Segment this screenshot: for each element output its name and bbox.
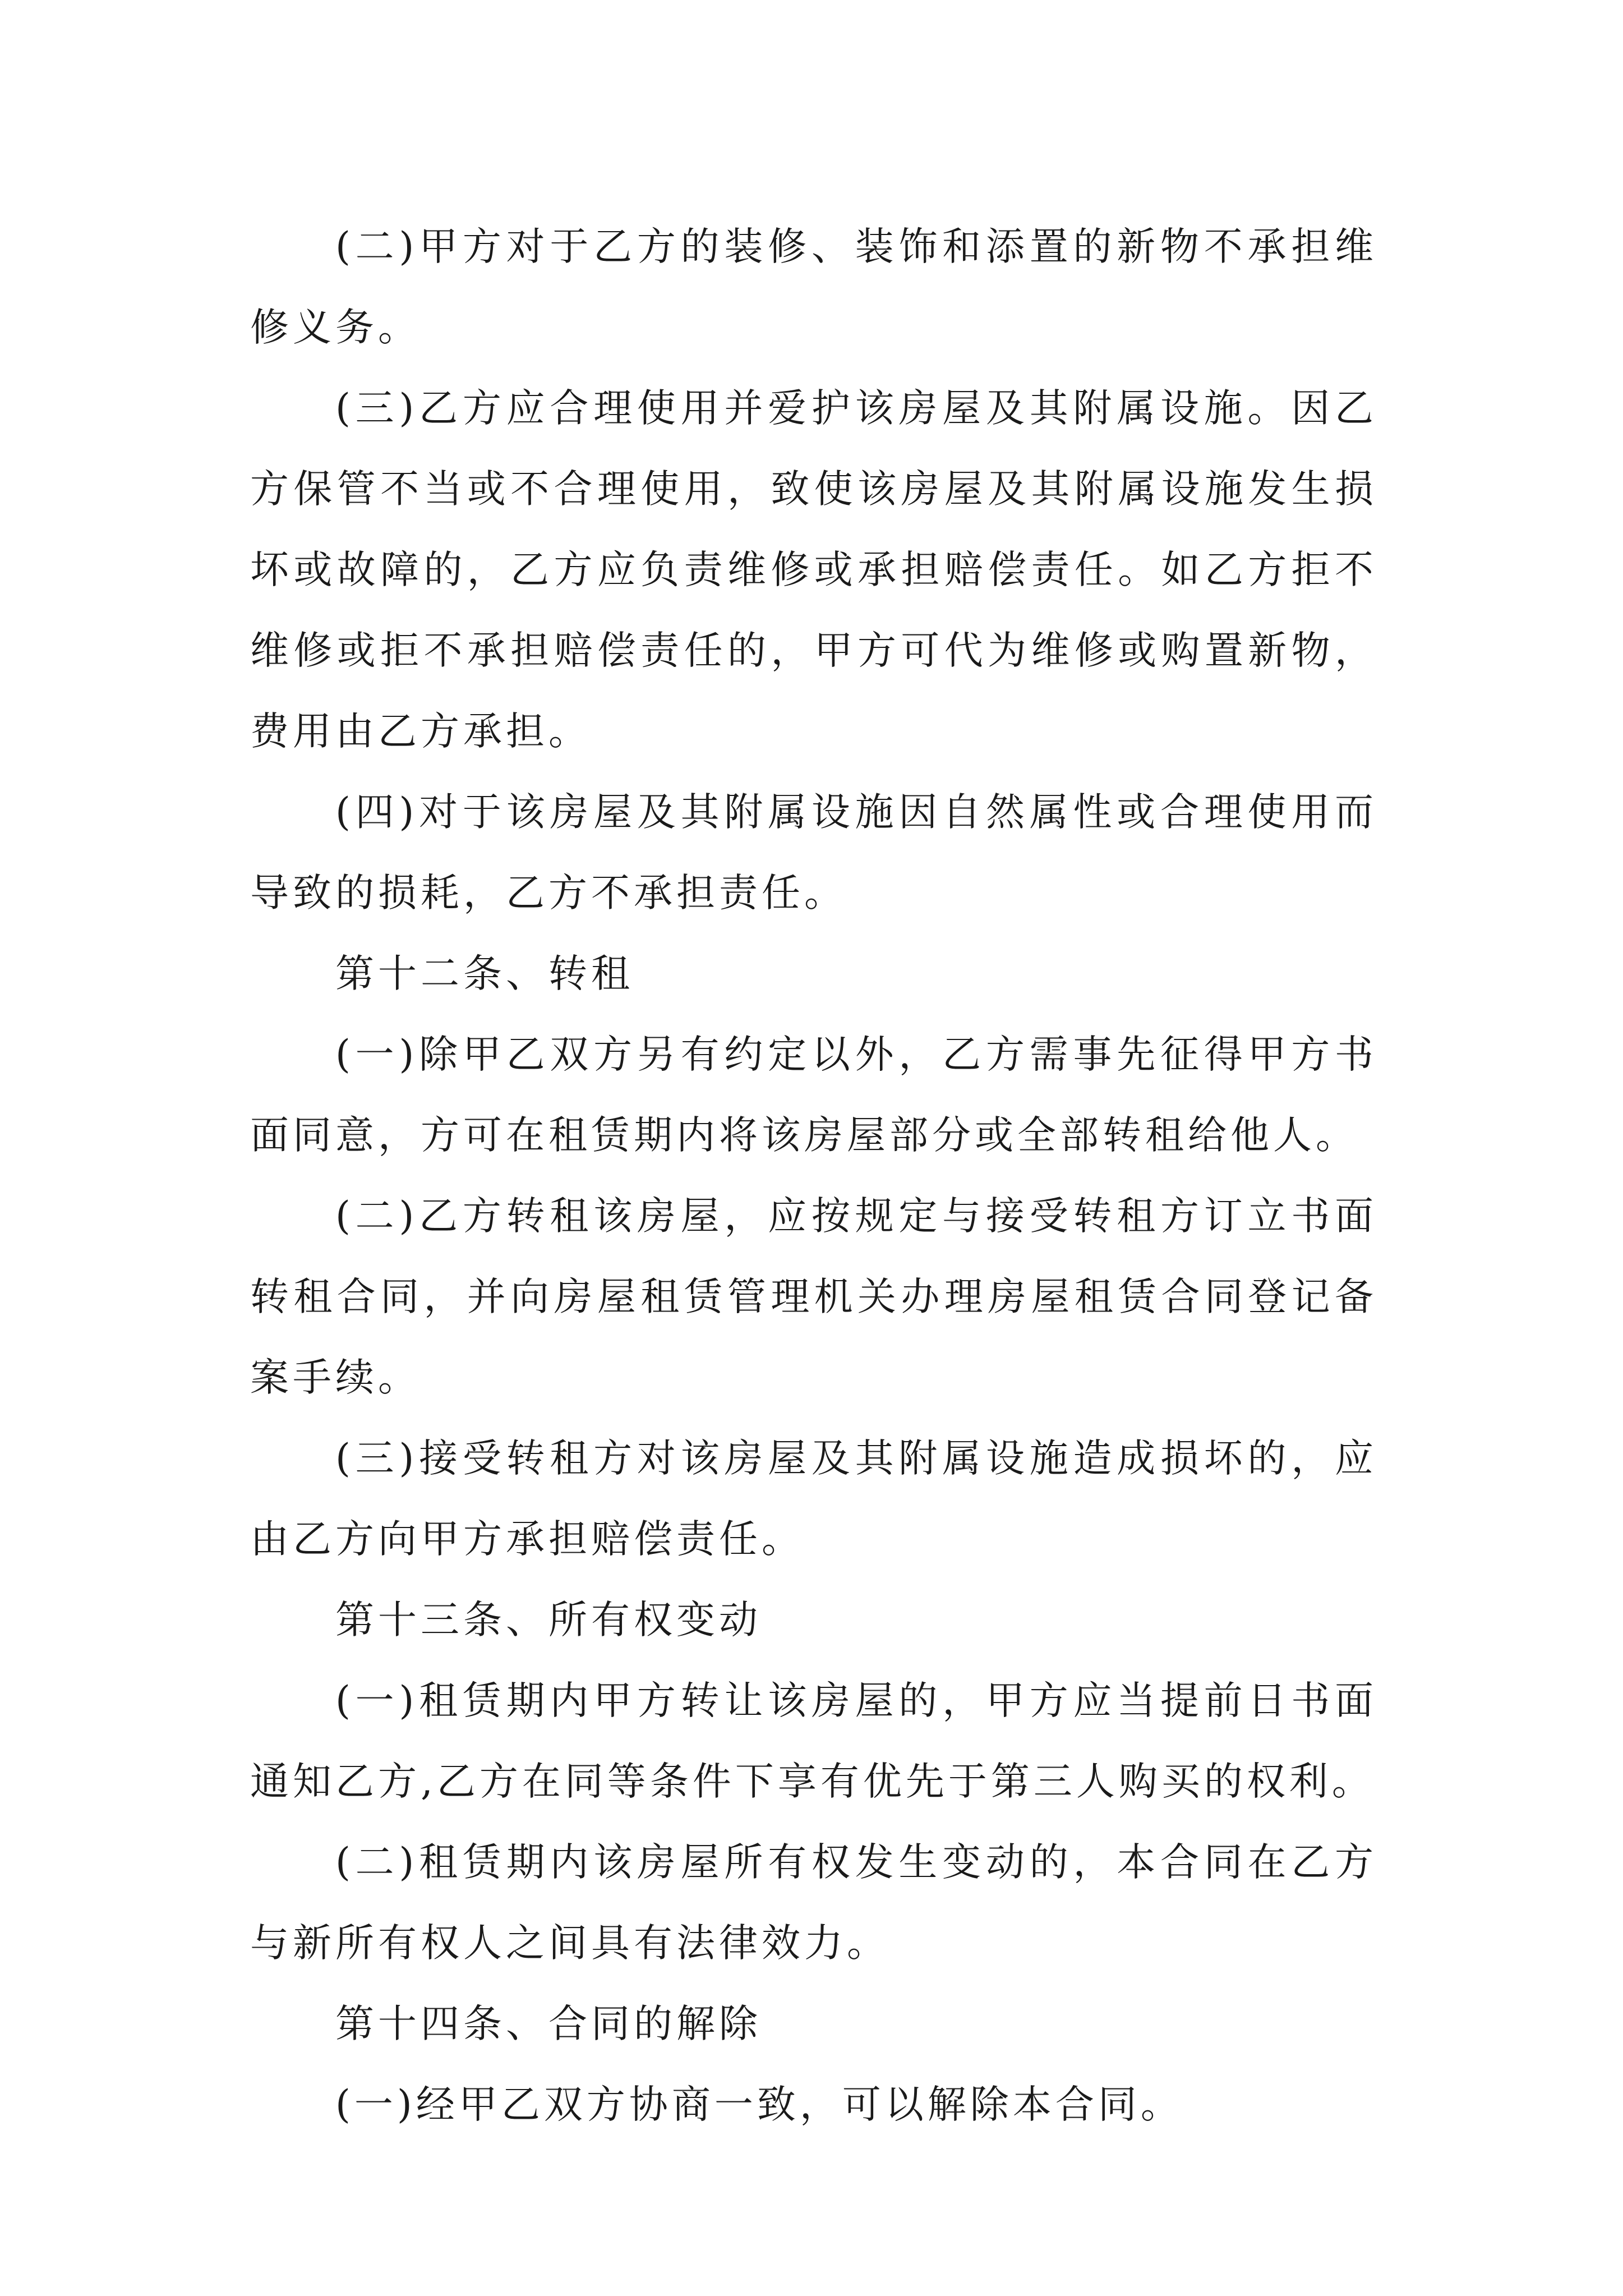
paragraph-item-4-natural-wear: (四)对于该房屋及其附属设施因自然属性或合理使用而导致的损耗，乙方不承担责任。	[250, 790, 1377, 915]
article-14-heading: 第十四条、合同的解除	[335, 2001, 762, 2046]
article-12-heading: 第十二条、转租	[335, 951, 634, 996]
paragraph-sublet-contract: (二)乙方转租该房屋，应按规定与接受转租方订立书面转租合同，并向房屋租赁管理机关办理房屋租赁合同登记备案手续。	[250, 1194, 1377, 1400]
paragraph-item-3-proper-use: (三)乙方应合理使用并爱护该房屋及其附属设施。因乙方保管不当或不合理使用，致使该房屋及其附属设施发生损坏或故障的，乙方应负责维修或承担赔偿责任。如乙方拒不维修或拒不承担赔偿责任的，甲方可代为维修或购置新物，费用由乙方承担。	[250, 386, 1377, 754]
paragraph-ownership-change: (二)租赁期内该房屋所有权发生变动的，本合同在乙方与新所有权人之间具有法律效力。	[250, 1840, 1377, 1966]
paragraph-ownership-transfer: (一)租赁期内甲方转让该房屋的，甲方应当提前日书面通知乙方,乙方在同等条件下享有优先于第三人购买的权利。	[250, 1678, 1377, 1804]
paragraph-sublet-consent: (一)除甲乙双方另有约定以外，乙方需事先征得甲方书面同意，方可在租赁期内将该房屋部分或全部转租给他人。	[250, 1032, 1377, 1158]
paragraph-sublet-damage: (三)接受转租方对该房屋及其附属设施造成损坏的，应由乙方向甲方承担赔偿责任。	[250, 1436, 1377, 1562]
paragraph-termination-mutual: (一)经甲乙双方协商一致，可以解除本合同。	[335, 2082, 1183, 2127]
document-body	[250, 206, 1377, 2145]
article-13-heading: 第十三条、所有权变动	[335, 1598, 762, 1642]
paragraph-item-2-no-repair-duty: (二)甲方对于乙方的装修、装饰和添置的新物不承担维修义务。	[250, 224, 1377, 350]
